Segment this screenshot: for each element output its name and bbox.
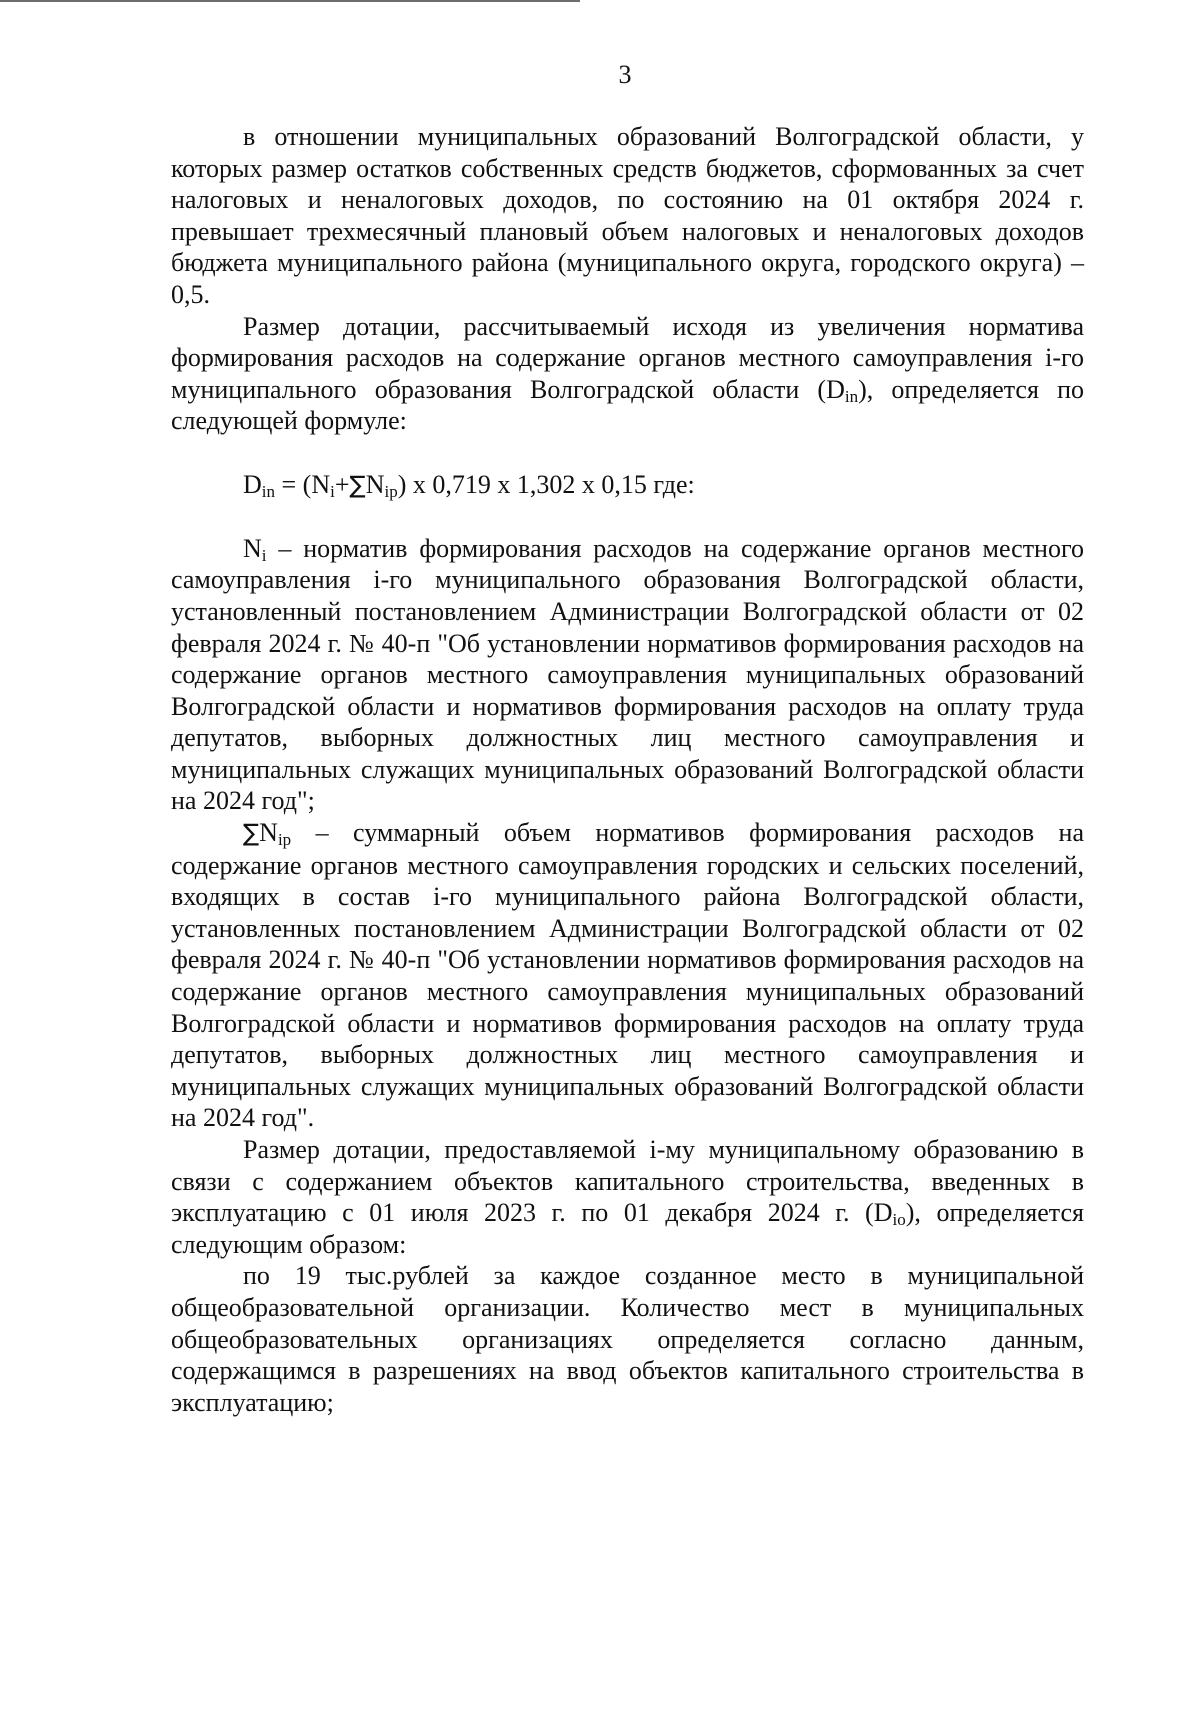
paragraph-nip-definition: [171, 817, 1084, 1134]
formula-lhs: D: [243, 469, 262, 499]
formula-nip: N: [365, 469, 385, 499]
spacer: [171, 501, 1084, 533]
paragraph-1: в отношении муниципальных образований Волгоградской области, у которых размер остатков собственных средств бюджетов, сформованных за счет налоговых и неналоговых доходов, по состоянию на 01 октября 2024 г. превышает трехмесячный плановый объем налоговых и неналоговых доходов бюджета муниципального района (муниципального округа, городского округа) – 0,5.: [171, 122, 1084, 309]
paragraph-dio-text: Размер дотации, предоставляемой i-му муниципальному образованию в связи с содержанием объектов капитального строительства, введенных в эксплуатацию с 01 июля 2023 г. по 01 декабря 2024 г. (D: [171, 1135, 1084, 1228]
paragraph-dio-tail: ), определяется следующим образом:: [171, 1198, 1084, 1259]
nip-definition-text: – суммарный объем нормативов формирования расходов на содержание органов местного самоуправления городских и сельских поселений, входящих в состав i-го муниципального района Волгоградской области, установленных постановлением Администрации Волгоградской области от 02 февраля 2024 г. № 40-п "Об установлении нормативов формирования расходов на содержание органов местного самоуправления муниципальных образований Волгоградской области и нормативов формирования расходов на оплату труда депутатов, выборных должностных лиц местного самоуправления и муниципальных служащих муниципальных образований Волгоградской области на 2024 год".: [171, 818, 1084, 1133]
nip-symbol: N: [259, 818, 278, 848]
ni-sub: i: [261, 545, 267, 565]
paragraph-ni-definition: [171, 533, 1084, 817]
formula-nip-sub: ip: [384, 481, 398, 501]
formula-plus: +: [334, 469, 350, 499]
paragraph-dio: [171, 1134, 1084, 1260]
paragraph-2-text: Размер дотации, рассчитываемый исходя из увеличения норматива формирования расходов на содержание органов местного самоуправления i-го муниципального образования Волгоградской области (D: [171, 311, 1084, 404]
sum-symbol: ∑: [243, 819, 260, 848]
ni-definition-text: – норматив формирования расходов на содержание органов местного самоуправления i-го муниципального образования Волгоградской области, установленный постановлением Администрации Волгоградской области от 02 февраля 2024 г. № 40-п "Об установлении нормативов формирования расходов на содержание органов местного самоуправления муниципальных образований Волгоградской области и нормативов формирования расходов на оплату труда депутатов, выборных должностных лиц местного самоуправления и муниципальных служащих муниципальных образований Волгоградской области на 2024 год";: [171, 533, 1084, 816]
ni-symbol: N: [243, 533, 262, 563]
formula: [243, 469, 1084, 502]
subscript-io: io: [892, 1210, 906, 1230]
subscript-in: in: [844, 386, 859, 406]
formula-ni-sub: i: [330, 481, 335, 501]
page-number: 3: [618, 60, 632, 89]
formula-lhs-sub: in: [261, 481, 276, 501]
formula-rest: ) x 0,719 x 1,302 x 0,15 где:: [397, 469, 695, 499]
paragraph-2-tail: ), определяется по следующей формуле:: [171, 374, 1084, 436]
nip-sub: ip: [277, 830, 292, 850]
sum-symbol: ∑: [349, 470, 366, 499]
scan-edge-line: [0, 0, 580, 2]
formula-eq: = (N: [275, 469, 331, 499]
paragraph-school-places: по 19 тыс.рублей за каждое созданное место в муниципальной общеобразовательной организации. Количество мест в муниципальных общеобразовательных организациях определяется согласно данным, содержащимся в разрешениях на ввод объектов капитального строительства в эксплуатацию;: [171, 1261, 1084, 1417]
document-body: [171, 121, 1084, 1418]
paragraph-2: [171, 311, 1084, 437]
spacer: [171, 437, 1084, 469]
